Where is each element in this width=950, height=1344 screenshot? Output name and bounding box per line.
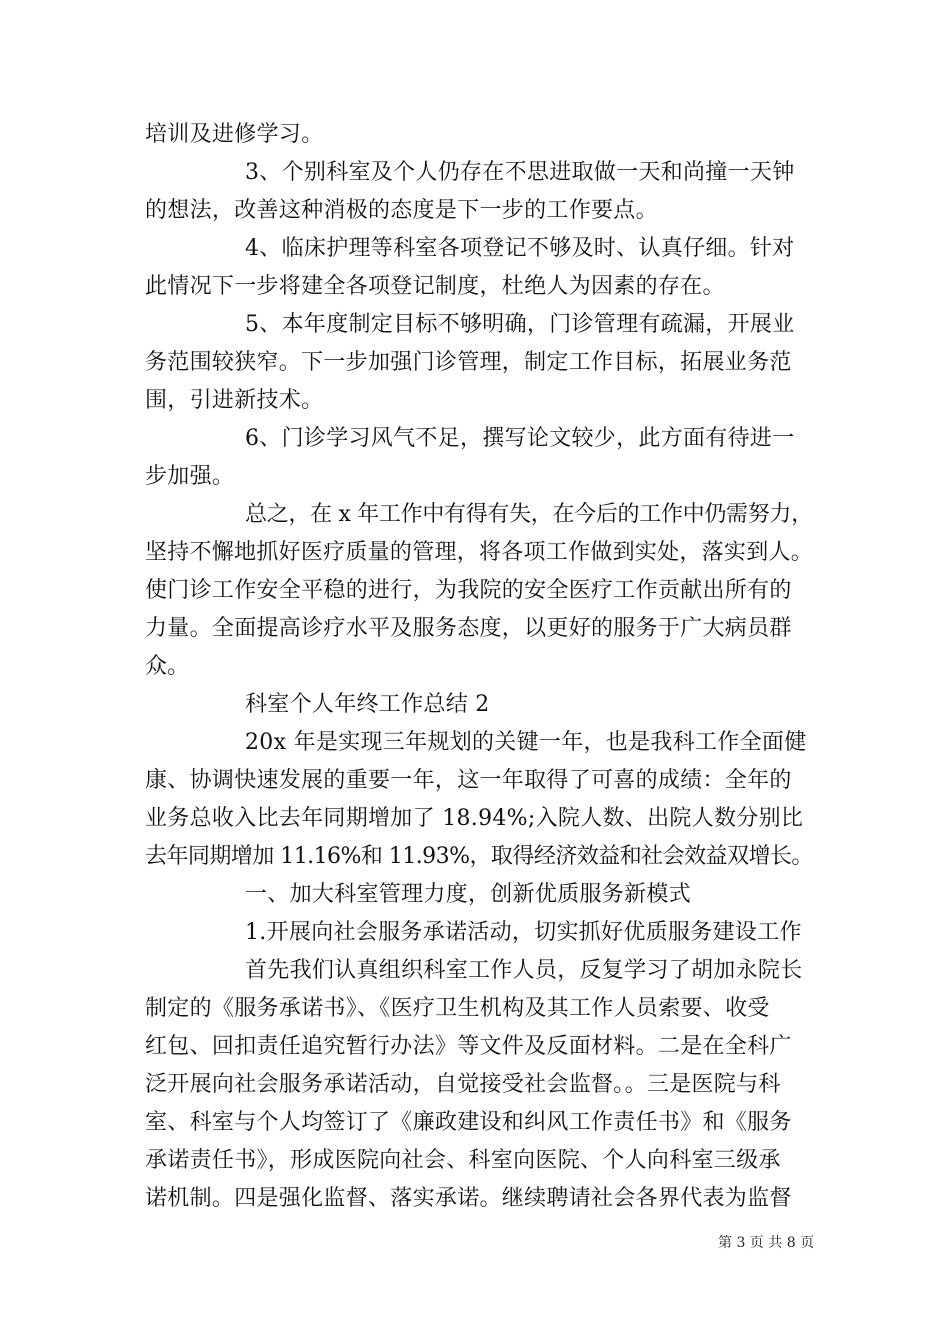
document-body [145, 116, 813, 1218]
paragraph-first-line: 首先我们认真组织科室工作人员，反复学习了胡加永院长 [245, 958, 803, 983]
paragraph-line: 红包、回扣责任追究暂行办法》等文件及反面材料。二是在全科广 [145, 1034, 792, 1059]
paragraph-first-line: 总之，在 x 年工作中有得有失，在今后的工作中仍需努力， [245, 502, 813, 527]
paragraph-line: 坚持不懈地抓好医疗质量的管理，将各项工作做到实处，落实到人。 [145, 540, 814, 565]
page-number-footer: 第 3 页 共 8 页 [718, 1235, 815, 1251]
paragraph-line: 围，引进新技术。 [145, 388, 324, 413]
paragraph-line: 诺机制。四是强化监督、落实承诺。继续聘请社会各界代表为监督 [145, 1186, 792, 1211]
paragraph-first-line: 6、门诊学习风气不足，撰写论文较少，此方面有待进一 [245, 426, 795, 451]
paragraph-line: 培训及进修学习。 [145, 122, 324, 147]
paragraph-line: 众。 [145, 654, 190, 679]
paragraph-line: 康、协调快速发展的重要一年，这一年取得了可喜的成绩：全年的 [145, 768, 792, 793]
paragraph-line: 去年同期增加 11.16%和 11.93%，取得经济效益和社会效益双增长。 [145, 844, 813, 869]
paragraph-first-line: 20x 年是实现三年规划的关键一年，也是我科工作全面健 [245, 730, 807, 755]
paragraph-line: 泛开展向社会服务承诺活动，自觉接受社会监督。。三是医院与科 [145, 1072, 781, 1097]
paragraph-line: 制定的《服务承诺书》、《医疗卫生机构及其工作人员索要、收受 [145, 996, 770, 1021]
paragraph-line: 业务总收入比去年同期增加了 18.94%;入院人数、出院人数分别比 [145, 806, 804, 831]
paragraph-line: 务范围较狭窄。下一步加强门诊管理，制定工作目标，拓展业务范 [145, 350, 792, 375]
paragraph-first-line: 科室个人年终工作总结 2 [245, 692, 490, 717]
paragraph-line: 的想法，改善这种消极的态度是下一步的工作要点。 [145, 198, 658, 223]
paragraph-first-line: 5、本年度制定目标不够明确，门诊管理有疏漏，开展业 [245, 312, 795, 337]
paragraph-first-line: 1.开展向社会服务承诺活动，切实抓好优质服务建设工作 [245, 920, 802, 945]
paragraph-line: 使门诊工作安全平稳的进行，为我院的安全医疗工作贡献出所有的 [145, 578, 792, 603]
paragraph-line: 室、科室与个人均签订了《廉政建设和纠风工作责任书》和《服务 [145, 1110, 792, 1135]
paragraph-first-line: 4、临床护理等科室各项登记不够及时、认真仔细。针对 [245, 236, 795, 261]
paragraph-first-line: 3、个别科室及个人仍存在不思进取做一天和尚撞一天钟 [245, 160, 795, 185]
paragraph-line: 此情况下一步将建全各项登记制度，杜绝人为因素的存在。 [145, 274, 725, 299]
paragraph-first-line: 一、加大科室管理力度，创新优质服务新模式 [245, 882, 692, 907]
paragraph-line: 力量。全面提高诊疗水平及服务态度，以更好的服务于广大病员群 [145, 616, 792, 641]
paragraph-line: 步加强。 [145, 464, 235, 489]
paragraph-line: 承诺责任书》，形成医院向社会、科室向医院、个人向科室三级承 [145, 1148, 781, 1173]
